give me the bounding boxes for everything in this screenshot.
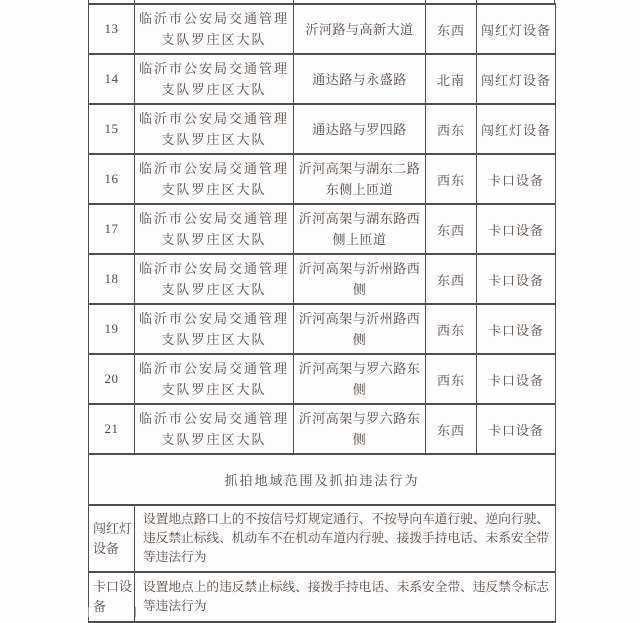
direction-cell: 西东 bbox=[426, 304, 477, 354]
device-table-rows bbox=[89, 4, 556, 454]
table-row bbox=[89, 304, 556, 354]
device-type-cell: 闯红灯设备 bbox=[477, 54, 556, 104]
device-type-cell: 卡口设备 bbox=[477, 254, 556, 304]
unit-cell: 临沂市公安局交通管理支队罗庄区大队 bbox=[135, 204, 294, 254]
note-label-checkpoint-device: 卡口设备 bbox=[89, 572, 135, 622]
direction-cell: 东西 bbox=[426, 404, 477, 454]
row-number-cell: 20 bbox=[89, 354, 135, 404]
table-row bbox=[89, 254, 556, 304]
note-label-red-light-device: 闯红灯设备 bbox=[89, 505, 135, 572]
direction-cell: 东西 bbox=[426, 4, 477, 54]
direction-cell: 西东 bbox=[426, 154, 477, 204]
section-header: 抓拍地域范围及抓拍违法行为 bbox=[89, 454, 556, 505]
enforcement-device-table bbox=[88, 3, 555, 623]
device-type-cell: 卡口设备 bbox=[477, 404, 556, 454]
table-row bbox=[89, 104, 556, 154]
location-cell: 沂河高架与湖东二路东侧上匝道 bbox=[294, 154, 426, 204]
device-type-cell: 闯红灯设备 bbox=[477, 104, 556, 154]
device-type-cell: 卡口设备 bbox=[477, 154, 556, 204]
direction-cell: 东西 bbox=[426, 254, 477, 304]
unit-cell: 临沂市公安局交通管理支队罗庄区大队 bbox=[135, 104, 294, 154]
table-row bbox=[89, 154, 556, 204]
note-row-red-light bbox=[89, 505, 556, 572]
row-number-cell: 18 bbox=[89, 254, 135, 304]
direction-cell: 东西 bbox=[426, 204, 477, 254]
location-cell: 沂河高架与湖东路西侧上匝道 bbox=[294, 204, 426, 254]
location-cell: 沂河高架与沂州路西侧 bbox=[294, 254, 426, 304]
direction-cell: 北南 bbox=[426, 54, 477, 104]
device-type-cell: 卡口设备 bbox=[477, 204, 556, 254]
note-description-checkpoint-device: 设置地点上的违反禁止标线、接拨手持电话、未系安全带、违反禁令标志等违法行为 bbox=[135, 572, 556, 622]
row-number-cell: 15 bbox=[89, 104, 135, 154]
unit-cell: 临沂市公安局交通管理支队罗庄区大队 bbox=[135, 404, 294, 454]
device-type-cell: 卡口设备 bbox=[477, 354, 556, 404]
unit-cell: 临沂市公安局交通管理支队罗庄区大队 bbox=[135, 54, 294, 104]
location-cell: 通达路与罗四路 bbox=[294, 104, 426, 154]
unit-cell: 临沂市公安局交通管理支队罗庄区大队 bbox=[135, 354, 294, 404]
table-row bbox=[89, 4, 556, 54]
row-number-cell: 17 bbox=[89, 204, 135, 254]
device-table bbox=[88, 3, 556, 623]
device-type-cell: 闯红灯设备 bbox=[477, 4, 556, 54]
cut-off-row-bottom-stubs bbox=[88, 607, 556, 618]
table-row bbox=[89, 354, 556, 404]
location-cell: 通达路与永盛路 bbox=[294, 54, 426, 104]
table-row bbox=[89, 404, 556, 454]
direction-cell: 西东 bbox=[426, 354, 477, 404]
device-type-cell: 卡口设备 bbox=[477, 304, 556, 354]
table-row bbox=[89, 204, 556, 254]
row-number-cell: 13 bbox=[89, 4, 135, 54]
row-number-cell: 21 bbox=[89, 404, 135, 454]
note-description-red-light-device: 设置地点路口上的不按信号灯规定通行、不按导向车道行驶、逆向行驶、违反禁止标线、机动车不在机动车道内行驶、接拨手持电话、未系安全带等违法行为 bbox=[135, 505, 556, 572]
unit-cell: 临沂市公安局交通管理支队罗庄区大队 bbox=[135, 154, 294, 204]
device-table-footer bbox=[89, 454, 556, 622]
location-cell: 沂河高架与沂州路西侧 bbox=[294, 304, 426, 354]
row-number-cell: 14 bbox=[89, 54, 135, 104]
unit-cell: 临沂市公安局交通管理支队罗庄区大队 bbox=[135, 304, 294, 354]
section-header-row bbox=[89, 454, 556, 505]
unit-cell: 临沂市公安局交通管理支队罗庄区大队 bbox=[135, 254, 294, 304]
direction-cell: 西东 bbox=[426, 104, 477, 154]
location-cell: 沂河高架与罗六路东侧 bbox=[294, 354, 426, 404]
unit-cell: 临沂市公安局交通管理支队罗庄区大队 bbox=[135, 4, 294, 54]
table-row bbox=[89, 54, 556, 104]
location-cell: 沂河路与高新大道 bbox=[294, 4, 426, 54]
row-number-cell: 16 bbox=[89, 154, 135, 204]
row-number-cell: 19 bbox=[89, 304, 135, 354]
location-cell: 沂河高架与罗六路东侧 bbox=[294, 404, 426, 454]
